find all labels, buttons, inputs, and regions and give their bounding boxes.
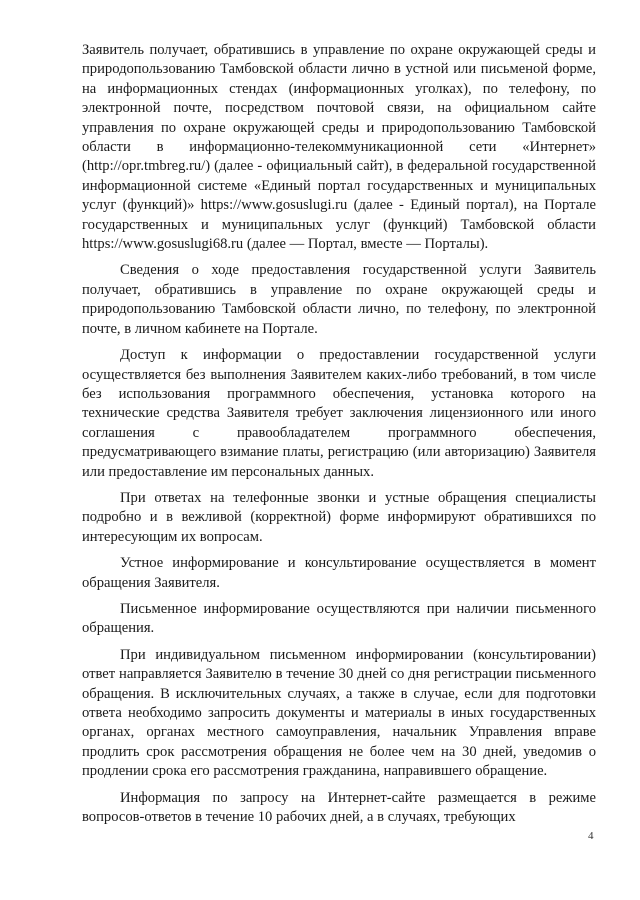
paragraph-written-information: Письменное информирование осуществляются при наличии письменного обращения. xyxy=(82,600,596,637)
paragraph-internet-site-questions: Информация по запросу на Интернет-сайте размещается в режиме вопросов-ответов в течение 10 рабочих дней, а в случаях, требующих xyxy=(82,789,596,826)
paragraph-information-access-conditions: Доступ к информации о предоставлении государственной услуги осуществляется без выполнения Заявителем каких-либо требований, в том числе без использования программного обеспечения, установка которого на технические средства Заявителя требует заключения лицензионного или иного соглашения с правообладателем программного обеспечения, предусматривающего взимание платы, регистрацию (или авторизацию) Заявителя или предоставление им персональных данных. xyxy=(82,347,596,480)
paragraph-service-progress-information: Сведения о ходе предоставления государственной услуги Заявитель получает, обратившись в управление по охране окружающей среды и природопользованию Тамбовской области лично, по телефону, по электронной почте, в личном кабинете на Портале. xyxy=(82,262,596,337)
paragraph-individual-written-response: При индивидуальном письменном информировании (консультировании) ответ направляется Заявителю в течение 30 дней со дня регистрации письменного обращения. В исключительных случаях, а также в случае, если для подготовки ответа необходимо запросить документы и материалы в иных государственных органах, органах местного самоуправления, начальник Управления вправе продлить срок рассмотрения обращения не более чем на 30 дней, уведомив о продлении срока его рассмотрения гражданина, направившего обращение. xyxy=(82,646,596,780)
page-number: 4 xyxy=(588,830,594,842)
paragraph-phone-and-oral-inquiries: При ответах на телефонные звонки и устные обращения специалисты подробно и в вежливой (корректной) форме информируют обратившихся по интересующим их вопросам. xyxy=(82,489,596,545)
paragraph-applicant-information-channels: Заявитель получает, обратившись в управление по охране окружающей среды и природопользованию Тамбовской области лично в устной или письменой форме, на информационных стендах (информационных уголках), по телефону, по электронной почте, посредством почтовой связи, на официальном сайте управления по охране окружающей среды и природопользованию Тамбовской области в информационно-телекоммуникационной сети «Интернет» (http://opr.tmbreg.ru/) (далее - официальный сайт), в федеральной государственной информационной системе «Единый портал государственных и муниципальных услуг (функций)» https://www.gosuslugi.ru (далее - Единый портал), на Портале государственных и муниципальных услуг (функций) Тамбовской области https://www.gosuslugi68.ru (далее — Портал, вместе — Порталы). xyxy=(82,42,596,253)
document-body xyxy=(82,41,596,834)
paragraph-oral-consultation: Устное информирование и консультирование осуществляется в момент обращения Заявителя. xyxy=(82,555,596,591)
